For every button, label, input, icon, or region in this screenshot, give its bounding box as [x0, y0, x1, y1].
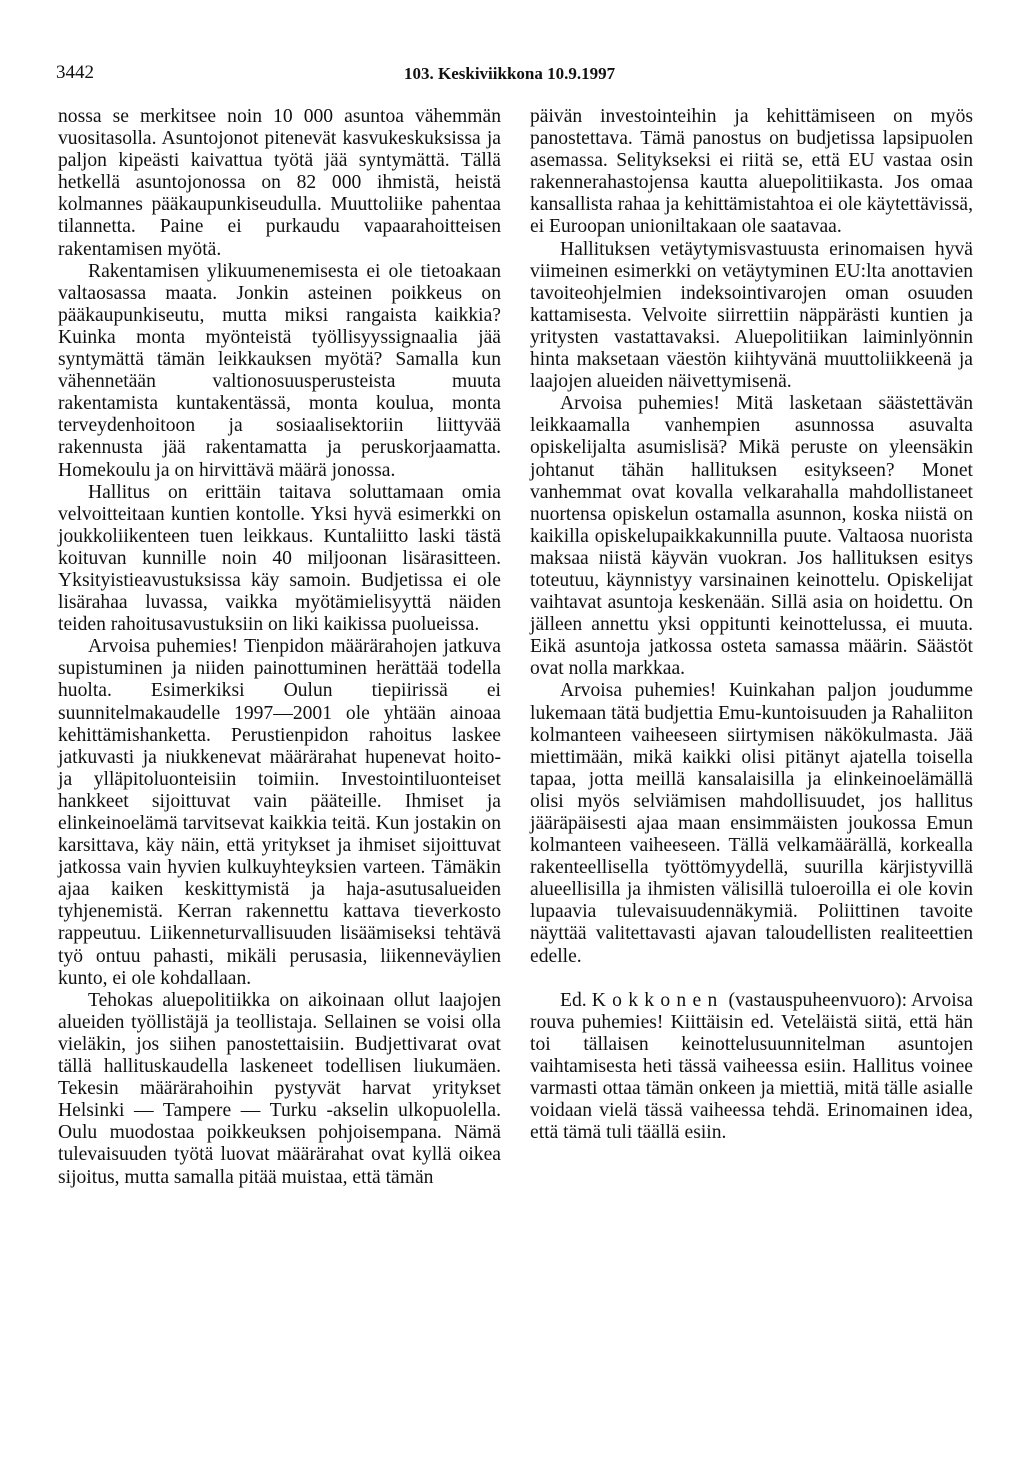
speaker-role: (vastauspuheenvuoro):: [728, 989, 908, 1011]
left-column: [58, 106, 501, 1189]
paragraph: Hallituksen vetäytymisvastuusta erinomaisen hyvä viimeinen esimerkki on vetäytyminen EU:lta anottavien tavoiteohjelmien indeksointivarojen oman osuuden kattamisesta. Velvoite siirrettiin näppärästi kuntien ja yritysten vastattavaksi. Aluepolitiikan laiminlyönnin hinta maksetaan väestön kiihtyvänä muuttoliikkeenä ja laajojen alueiden näivettymisenä.: [530, 238, 973, 393]
reply-text: Arvoisa rouva puhemies! Kiittäisin ed. Veteläistä siitä, että hän toi tällaisen keinottelusuunnitelman asuntojen vaihtamisesta heti tässä vaiheessa esiin. Hallitus voinee varmasti ottaa tämän onkeen ja miettiä, mitä tälle asialle voidaan vielä tässä vaiheessa tehdä. Erinomainen idea, että tämä tuli täällä esiin.: [530, 989, 973, 1144]
paragraph: Arvoisa puhemies! Kuinkahan paljon joudumme lukemaan tätä budjettia Emu-kuntoisuuden ja Rahaliiton kolmanteen vaiheeseen siirtymisen näkökulmasta. Jää miettimään, mikä kaikki olisi pitänyt ajatella toisella tapaa, jotta meillä kansalaisilla ja elinkeinoelämällä olisi myös selviämisen mahdollisuudet, jos hallitus jääräpäisesti ajaa maan ensimmäisten joukossa Emun kolmanteen vaiheeseen. Tällä velkamäärällä, korkealla rakenteellisella työttömyydellä, suurilla kärjistyvillä alueellisilla ja ihmisten välisillä tuloeroilla ei ole kovin lupaavia tulevaisuudennäkymiä. Poliittinen tavoite näyttää valitettavasti ajavan taloudellisten realiteettien edelle.: [530, 680, 973, 967]
reply-paragraph: [530, 990, 973, 1145]
page-header-title: 103. Keskiviikkona 10.9.1997: [404, 64, 616, 83]
right-column: [530, 106, 973, 1144]
paragraph: Rakentamisen ylikuumenemisesta ei ole tietoakaan valtaosassa maata. Jonkin asteinen poikkeus on pääkaupunkiseutu, mutta miksi rangaista kaikkia? Kuinka monta myönteistä työllisyyssignaalia jää syntymättä tämän leikkauksen myötä? Samalla kun vähennetään valtionosuusperusteista muuta rakentamista kuntakentässä, monta koulua, monta terveydenhoitoon ja sosiaalisektoriin liittyvää rakennusta jää rakentamatta ja peruskorjaamatta. Homekoulu ja on hirvittävä määrä jonossa.: [58, 260, 501, 481]
paragraph: Arvoisa puhemies! Mitä lasketaan säästettävän leikkaamalla vanhempien asunnossa asuvalta opiskelijalta asumislisä? Mikä peruste on yleensäkin johtanut tähän hallituksen esitykseen? Monet vanhemmat ovat kovalla velkarahalla mahdollistaneet nuortensa opiskelun ostamalla asunnon, koska niistä on kaikilla opiskelupaikkakunnilla puute. Valtaosa nuorista maksaa niistä käyvän vuokran. Jos hallituksen esitys toteutuu, käynnistyy varsinainen keinottelu. Opiskelijat vaihtavat asuntoja keskenään. Sillä asia on hoidettu. On jälleen annettu yksi oppitunti keinottelussa, ei muuta. Eikä asuntoja jatkossa osteta samassa määrin. Säästöt ovat nolla markkaa.: [530, 393, 973, 680]
paragraph: Arvoisa puhemies! Tienpidon määrärahojen jatkuva supistuminen ja niiden painottuminen herättää todella huolta. Esimerkiksi Oulun tiepiirissä ei suunnitelmakaudelle 1997—2001 ole yhtään ainoaa kehittämishanketta. Perustienpidon rahoitus laskee jatkuvasti ja niukkenevat määrärahat hupenevat hoito- ja ylläpitoluonteisiin toimiin. Investointiluonteiset hankkeet sijoittuvat vain pääteille. Ihmiset ja elinkeinoelämä tarvitsevat kaikkia teitä. Kun jostakin on karsittava, käy näin, että yritykset ja ihmiset sijoittuvat jatkossa vain hyvien kulkuyhteyksien varteen. Tämäkin ajaa kaiken keskittymistä ja haja-asutusalueiden tyhjenemistä. Kerran rakennettu kattava tieverkosto rappeutuu. Liikenneturvallisuuden lisäämiseksi tehtävä työ ontuu pahasti, mikäli perusasia, liikenneväylien kunto, ei ole kohdallaan.: [58, 636, 501, 989]
paragraph: päivän investointeihin ja kehittämiseen on myös panostettava. Tämä panostus on budjetissa lapsipuolen asemassa. Selitykseksi ei riitä se, että EU vastaa osin rakennerahastojensa kautta aluepolitiikasta. Jos omaa kansallista rahaa ja kehittämistahtoa ei ole käytettävissä, ei Euroopan unioniltakaan ole saatavaa.: [530, 106, 973, 238]
speaker-name: Kokkonen: [591, 989, 724, 1011]
page-number: 3442: [56, 62, 94, 83]
paragraph: nossa se merkitsee noin 10 000 asuntoa vähemmän vuositasolla. Asuntojonot pitenevät kasvukeskuksissa ja paljon kipeästi kaivattua työtä jää syntymättä. Tällä hetkellä asuntojonossa on 82 000 ihmistä, heistä kolmannes pääkaupunkiseudulla. Muuttoliike pahentaa tilannetta. Paine ei purkaudu vapaarahoitteisen rakentamisen myötä.: [58, 106, 501, 260]
paragraph: Tehokas aluepolitiikka on aikoinaan ollut laajojen alueiden työllistäjä ja teollistaja. Sellainen se voisi olla vieläkin, jos siihen panostettaisiin. Budjettivarat ovat tällä hallituskaudella laskeneet todellisen liukumäen. Tekesin määrärahoihin pystyvät harvat yritykset Helsinki — Tampere — Turku -akselin ulkopuolella. Oulu muodostaa poikkeuksen pohjoisempana. Nämä tulevaisuuden työtä luovat määrärahat ovat kyllä oikea sijoitus, mutta samalla pitää muistaa, että tämän: [58, 989, 501, 1188]
speaker-prefix: Ed.: [560, 989, 587, 1011]
paragraph: Hallitus on erittäin taitava soluttamaan omia velvoitteitaan kuntien kontolle. Yksi hyvä esimerkki on joukkoliikenteen tuen leikkaus. Kuntaliitto laski tästä koituvan kunnille noin 40 miljoonan lisärasitteen. Yksityistieavustuksissa käy samoin. Budjetissa ei ole lisärahaa luvassa, vaikka myötämielisyyttä näiden teiden rahoitusavustuksiin on liki kaikissa puolueissa.: [58, 481, 501, 636]
